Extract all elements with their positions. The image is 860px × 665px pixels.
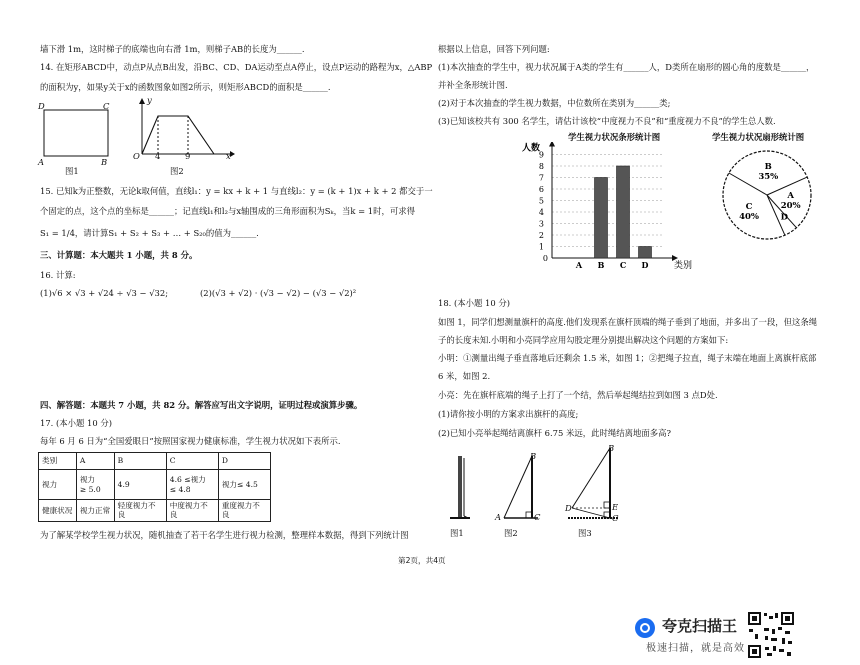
q17-survey-text: 为了解某学校学生视力状况，随机抽查了若干名学生进行视力检测，整理样本数据，得到下列统计图 <box>40 530 409 540</box>
fig1-label-b: B <box>101 157 108 167</box>
flagpole-fig3 <box>568 448 618 518</box>
bar-B <box>595 178 608 259</box>
bar-D <box>639 247 652 259</box>
bar-y-tick-label: 6 <box>538 185 544 194</box>
q17-label: 17. (本小题 10 分) <box>40 418 112 428</box>
q18-line3: 小明：①测量出绳子垂直落地后还剩余 1.5 米，如图 1；②把绳子拉直，绳子末端在地面上离旗杆底部 <box>438 353 817 363</box>
q14-line1: 14. 在矩形ABCD中，动点P从点B出发，沿BC、CD、DA运动至点A停止，设点P运动的路程为x，△ABP <box>40 62 433 72</box>
q13-tail: 墙下滑 1m，这时梯子的底端也向右滑 1m，则梯子AB的长度为______. <box>40 44 305 54</box>
fig2-label-x: x <box>226 151 231 161</box>
table-cell: C <box>166 453 218 470</box>
table-cell: A <box>76 453 114 470</box>
pie-chart-title: 学生视力状况扇形统计图 <box>712 132 805 142</box>
fig1-caption: 图1 <box>65 166 79 176</box>
bar-y-axis-arrow <box>549 142 555 147</box>
table-cell: 类别 <box>39 453 77 470</box>
q18-line1: 如图 1，同学们想测量旗杆的高度.他们发现系在旗杆顶端的绳子垂到了地面，并多出了一段，但这条绳 <box>438 317 818 327</box>
table-row <box>39 470 271 500</box>
fig3-label-c: C <box>612 513 619 523</box>
fig2-tick-9: 9 <box>185 151 191 161</box>
fig2-label-a: A <box>495 512 502 522</box>
fig3-label-b: B <box>608 443 615 453</box>
q18-line4: 6 米，如图 2. <box>438 371 491 381</box>
fig3-label-e: E <box>612 502 619 512</box>
table-cell: 4.6 ≤视力 ≤ 4.8 <box>166 470 218 500</box>
fig2-label-y: y <box>147 95 152 105</box>
bar-y-tick-label: 0 <box>542 254 548 263</box>
bar-category-label: A <box>575 260 583 270</box>
page-number: 第2页，共4页 <box>398 556 446 565</box>
bar-y-tick-label: 2 <box>538 231 544 240</box>
q17-part1-cont: 并补全条形统计图. <box>438 80 508 90</box>
table-cell: 轻度视力不良 <box>114 500 166 522</box>
pie-slice-label: C <box>745 202 753 213</box>
q18-label: 18. (本小题 10 分) <box>438 298 510 308</box>
bar-y-tick-label: 4 <box>538 208 544 217</box>
pie-slice-value: 20% <box>780 201 801 212</box>
q15-line3: S₁ = 1/4，请计算S₁ + S₂ + S₃ + … + S₂₀的值为______. <box>40 228 259 238</box>
fig1-label-a: A <box>38 157 45 167</box>
q17-part1: (1)本次抽查的学生中，视力状况属于A类的学生有______人，D类所在扇形的圆心角的度数是______， <box>438 62 815 72</box>
pie-chart <box>712 145 822 245</box>
flag-fig2-caption: 图2 <box>504 528 518 538</box>
table-cell: 4.9 <box>114 470 166 500</box>
bar-category-label: C <box>619 260 627 270</box>
fig2-label-b: B <box>530 451 537 461</box>
table-cell: 健康状况 <box>39 500 77 522</box>
q18-line5: 小亮：先在旗杆底端的绳子上打了一个结，然后举起绳结拉到如图 3 点D处. <box>438 390 718 400</box>
section3-heading: 三、计算题：本大题共 1 小题，共 8 分。 <box>40 250 198 260</box>
bar-y-tick-label: 8 <box>538 162 544 171</box>
table-cell: 视力 ≥ 5.0 <box>76 470 114 500</box>
bar-category-label: B <box>597 260 605 270</box>
bar-y-tick-label: 1 <box>538 242 544 252</box>
table-row <box>39 500 271 522</box>
q17-part3: (3)已知该校共有 300 名学生，请估计该校“中度视力不良”和“重度视力不良”的学生总人数. <box>438 116 776 126</box>
bar-chart-title: 学生视力状况条形统计图 <box>568 132 661 142</box>
pie-slice-label: A <box>787 191 794 202</box>
table-cell: 重度视力不良 <box>218 500 270 522</box>
q18-part1: (1)请你按小明的方案求出旗杆的高度; <box>438 409 579 419</box>
flagpole-fig1 <box>450 456 470 518</box>
section4-heading: 四、解答题：本题共 7 小题，共 82 分。解答应写出文字说明，证明过程或演算步骤。 <box>40 400 363 410</box>
pie-slice-label: B <box>764 161 772 172</box>
bar-C <box>617 166 630 258</box>
table-cell: D <box>218 453 270 470</box>
q16-label: 16. 计算: <box>40 270 76 280</box>
bar-y-tick-label: 9 <box>538 150 544 160</box>
fig1-label-d: D <box>38 101 45 111</box>
pie-slice-value: 35% <box>758 171 779 182</box>
q15-line2: 个固定的点，这个点的坐标是______；记直线l₁和l₂与x轴围成的三角形面积为Sₖ，当k = 1时，可求得 <box>40 206 415 216</box>
fig3-label-d: D <box>565 503 572 513</box>
pie-slice-label: D <box>780 212 788 223</box>
q17-part2: (2)对于本次抽查的学生视力数据，中位数所在类别为______类; <box>438 98 671 108</box>
table-cell: 视力 <box>39 470 77 500</box>
q18-line2: 子的长度未知.小明和小亮同学应用勾股定理分别提出解决这个问题的方案如下: <box>438 335 729 345</box>
quark-logo-icon <box>634 617 656 639</box>
bar-y-tick-label: 5 <box>538 196 544 206</box>
q18-part2: (2)已知小亮举起绳结离旗杆 6.75 米远，此时绳结离地面多高? <box>438 428 671 438</box>
q16-part1: (1)√6 × √3 + √24 ÷ √3 − √32; <box>40 288 169 298</box>
fig2-tick-4: 4 <box>155 151 161 161</box>
fig2-label-o: O <box>133 151 140 161</box>
brand-slogan: 极速扫描，就是高效 <box>646 643 745 654</box>
fig1-label-c: C <box>103 101 110 111</box>
flag-fig3-caption: 图3 <box>578 528 592 538</box>
pie-slice-value: 40% <box>739 212 759 223</box>
bar-y-tick-label: 3 <box>538 219 544 229</box>
fig2-label-c: C <box>534 512 541 522</box>
bar-category-label: D <box>641 260 649 270</box>
flag-fig1-caption: 图1 <box>450 528 464 538</box>
flagpole-fig2 <box>504 456 538 518</box>
q17-intro: 每年 6 月 6 日为“全国爱眼日”按照国家视力健康标准，学生视力状况如下表所示. <box>40 436 341 446</box>
bar-y-axis-label: 人数 <box>522 143 541 154</box>
bar-x-axis-label: 类别 <box>674 261 693 270</box>
qr-code-icon[interactable] <box>747 611 795 659</box>
bar-chart <box>520 142 700 270</box>
table-row <box>39 453 271 470</box>
table-cell: 视力≤ 4.5 <box>218 470 270 500</box>
table-cell: 中度视力不良 <box>166 500 218 522</box>
table-cell: 视力正常 <box>76 500 114 522</box>
fig2-caption: 图2 <box>170 166 184 176</box>
q16-part2: (2)(√3 + √2) · (√3 − √2) − (√3 − √2)² <box>200 288 357 298</box>
vision-standard-table <box>38 452 271 522</box>
q17-instructions: 根据以上信息，回答下列问题: <box>438 44 550 54</box>
q14-line2: 的面积为y，如果y关于x的函数图象如图2所示，则矩形ABCD的面积是______. <box>40 82 331 92</box>
q15-line1: 15. 已知k为正整数，无论k取何值，直线l₁：y = kx + k + 1 与直线l₂：y = (k + 1)x + k + 2 都交于一 <box>40 186 433 196</box>
brand-name: 夸克扫描王 <box>662 617 738 635</box>
table-cell: B <box>114 453 166 470</box>
bar-y-tick-label: 7 <box>538 173 544 183</box>
